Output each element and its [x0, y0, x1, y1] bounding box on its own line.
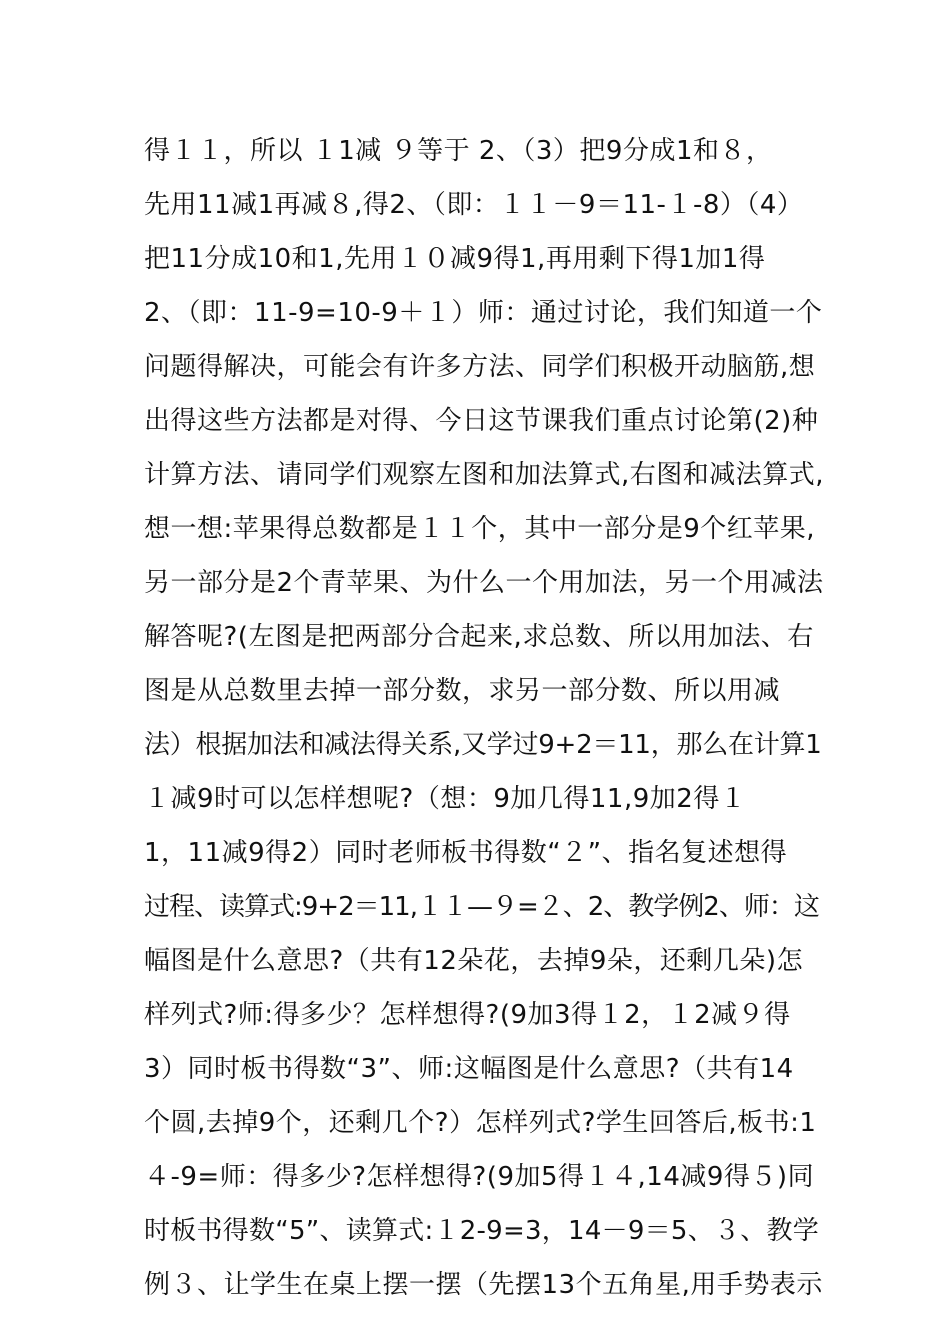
text-line: 出得这些方法都是对得、今日这节课我们重点讨论第(2)种 — [144, 406, 819, 436]
text-line: 把11分成10和1,先用１０减9得1,再用剩下得1加1得 — [144, 244, 766, 274]
text-line: 3）同时板书得数“3”、师:这幅图是什么意思?（共有14 — [144, 1054, 794, 1084]
text-line: 解答呢?(左图是把两部分合起来,求总数、所以用加法、右 — [144, 622, 814, 652]
text-line: 时板书得数“5”、读算式:１2-9=3，14－9＝5、３、教学 — [144, 1216, 819, 1246]
text-line: ４-9=师：得多少?怎样想得?(9加5得１４,14减9得５)同 — [144, 1162, 815, 1192]
text-line: 幅图是什么意思?（共有12朵花，去掉9朵，还剩几朵)怎 — [144, 946, 804, 976]
text-line: 法）根据加法和减法得关系,又学过9+2＝11，那么在计算1 — [144, 730, 822, 760]
text-line: 例３、让学生在桌上摆一摆（先摆13个五角星,用手势表示 — [144, 1270, 823, 1300]
text-line: １减9时可以怎样想呢?（想：9加几得11,9加2得１ — [144, 784, 747, 814]
text-line: 计算方法、请同学们观察左图和加法算式,右图和减法算式, — [144, 460, 825, 490]
text-line: 先用11减1再减８,得2、（即：１１－9＝11-１-8）（4） — [144, 190, 804, 220]
text-line: 2、（即：11-9=10-9＋１）师：通过讨论，我们知道一个 — [144, 298, 823, 328]
text-line: 问题得解决，可能会有许多方法、同学们积极开动脑筋,想 — [144, 352, 816, 382]
text-line: 过程、读算式:9+2＝11,１１—９=２、2、教学例2、师：这 — [144, 892, 819, 922]
text-line: 想一想:苹果得总数都是１１个，其中一部分是9个红苹果, — [144, 514, 816, 544]
text-line: 个圆,去掉9个，还剩几个?）怎样列式?学生回答后,板书:1 — [144, 1108, 817, 1138]
text-line: 1，11减9得2）同时老师板书得数“２”、指名复述想得 — [144, 838, 788, 868]
text-line: 图是从总数里去掉一部分数，求另一部分数、所以用减 — [144, 676, 781, 706]
text-line: 得１１，所以 １1减 ９等于 2、（3）把9分成1和８， — [144, 136, 773, 166]
text-line: 另一部分是2个青苹果、为什么一个用加法，另一个用减法 — [144, 568, 824, 598]
body-text — [144, 126, 824, 1314]
text-line: 样列式?师:得多少？怎样想得?(9加3得１2，１2减９得 — [144, 1000, 791, 1030]
